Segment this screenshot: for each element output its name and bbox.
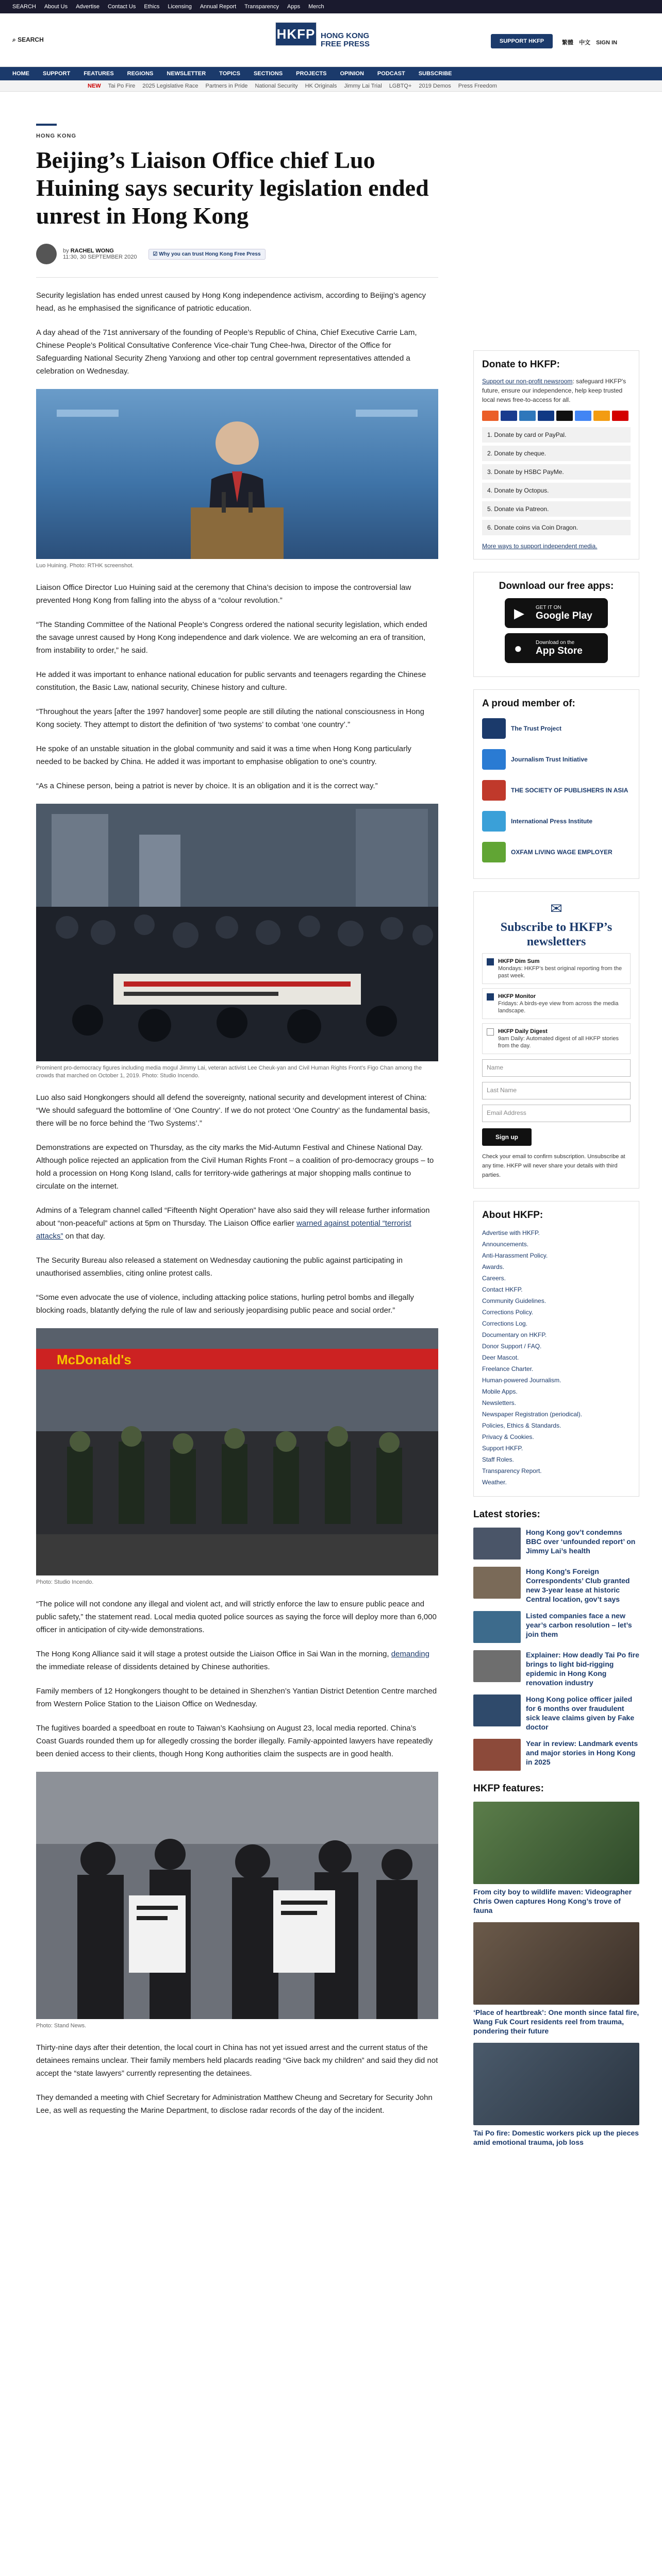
member-oxfam[interactable]: OXFAM LIVING WAGE EMPLOYER — [482, 839, 631, 865]
terrorist-attacks-link[interactable]: warned against potential “terrorist attacks” — [36, 1219, 411, 1241]
member-trust-project[interactable]: The Trust Project — [482, 716, 631, 741]
member-sopa[interactable]: THE SOCIETY OF PUBLISHERS IN ASIA — [482, 777, 631, 803]
trust-pill[interactable]: ☑ Why you can trust Hong Kong Free Press — [148, 249, 266, 260]
paragraph: Family members of 12 Hongkongers thought to be detained in Shenzhen’s Yantian District Detention Centre marched from Western Police Station to the Liaison Office on Wednesday. — [36, 1687, 437, 1708]
app-store-badge[interactable]: ● Download on the App Store — [505, 633, 608, 663]
about-item[interactable]: Policies, Ethics & Standards. — [482, 1422, 561, 1429]
member-box — [473, 689, 639, 879]
nav-home[interactable]: HOME — [12, 71, 29, 77]
signup-button[interactable]: Sign up — [482, 1128, 532, 1146]
about-title: About HKFP: — [482, 1210, 543, 1221]
paragraph: He added it was important to enhance national education for public servants and teenagers regarding the Chinese constitution, the Basic Law, national security, Chinese history and culture. — [36, 670, 426, 692]
about-item[interactable]: Community Guidelines. — [482, 1297, 547, 1304]
newsletter-dimsum[interactable]: HKFP Dim Sum Mondays: HKFP’s best original reporting from the past week. — [482, 953, 631, 984]
nav-projects[interactable]: PROJECTS — [296, 71, 327, 77]
story-thumbnail — [473, 1739, 521, 1771]
about-item[interactable]: Anti-Harassment Policy. — [482, 1252, 548, 1259]
byline — [36, 241, 438, 267]
search-link[interactable]: SEARCH — [12, 4, 36, 10]
paragraph: “As a Chinese person, being a patriot is never by choice. It is an obligation and it is the correct way.” — [36, 782, 378, 790]
site-header — [0, 13, 662, 67]
more-ways — [482, 541, 631, 551]
trust-project-icon — [482, 718, 506, 739]
apps-link[interactable]: Apps — [287, 4, 301, 10]
new-badge: NEW — [88, 83, 101, 89]
about-item[interactable]: Weather. — [482, 1479, 507, 1486]
search-icon: ⌕ — [12, 36, 18, 43]
story-item[interactable]: Hong Kong police officer jailed for 6 months over fraudulent sick leave claims given by Fake doctor — [473, 1694, 639, 1732]
about-item[interactable]: Documentary on HKFP. — [482, 1331, 547, 1338]
nav-sections[interactable]: SECTIONS — [253, 71, 283, 77]
sopa-icon — [482, 780, 506, 801]
paragraph: Demonstrations are expected on Thursday, as the city marks the Mid-Autumn Festival and Chinese National Day. Although police rejected an application from the Civil Human Rights Front – a coalition of pro-democracy groups – to hold a procession on Hong Kong Island, calls for territory-wide gatherings at major shopping malls continue to circulate on the internet. — [36, 1143, 434, 1191]
about-item[interactable]: Newsletters. — [482, 1399, 517, 1406]
trending-item[interactable]: LGBTQ+ — [389, 83, 412, 89]
first-name-input[interactable]: Name — [482, 1059, 631, 1077]
story-thumbnail — [473, 1567, 521, 1599]
googlepay-icon — [575, 411, 591, 421]
paragraph: Luo also said Hongkongers should all defend the sovereignty, national security and development interest of China: “We should safeguard the bottomline of ‘One Country’. If we do not protect ‘One Country’ as the fundamental basis, there will be no force behind the ‘Two Systems’.” — [36, 1093, 430, 1128]
about-item[interactable]: Announcements. — [482, 1241, 529, 1248]
author-avatar — [36, 244, 57, 264]
paragraph: The fugitives boarded a speedboat en route to Taiwan’s Kaohsiung on August 23, local media reported. China’s Coast Guards rounded them up for allegedly crossing the border illegally. Family-appointed lawyers have repeatedly been denied access to their clients, though Hong Kong authorities claim the suspects are in good health. — [36, 1724, 433, 1758]
article-photo-march — [36, 804, 438, 1061]
latest-title: Latest stories: — [473, 1509, 540, 1520]
newsletter-digest[interactable]: HKFP Daily Digest 9am Daily: Automated digest of all HKFP stories from the day. — [482, 1023, 631, 1054]
mastercard-icon — [482, 411, 499, 421]
merch-link[interactable]: Merch — [308, 4, 324, 10]
photo-caption: Photo: Studio Incendo. — [36, 1579, 94, 1585]
about-item[interactable]: Support HKFP. — [482, 1445, 523, 1452]
trending-item[interactable]: Press Freedom — [458, 83, 497, 89]
trending-item[interactable]: HK Originals — [305, 83, 337, 89]
paragraph: “The Standing Committee of the National People’s Congress ordered the national security legislation, which ended the savage unrest caused by Hong Kong independence and dark violence. We are welcoming an era of transition, from instability to order,” he said. — [36, 620, 427, 655]
about-item[interactable]: Mobile Apps. — [482, 1388, 518, 1395]
photo-caption: Prominent pro-democracy figures including media mogul Jimmy Lai, veteran activist Lee Cheuk-yan and Civil Human Rights Front’s Figo Chan among the crowds that marched on October 1, 2019. Photo: Studio Incendo. — [36, 1065, 422, 1079]
trending-item[interactable]: Partners in Pride — [205, 83, 248, 89]
nav-newsletter[interactable]: NEWSLETTER — [167, 71, 206, 77]
donate-option[interactable]: 4. Donate by Octopus. — [482, 483, 631, 498]
paragraph: Admins of a Telegram channel called “Fifteenth Night Operation” have also said they will release further information about “non-peaceful” actions at 5pm on Thursday. The Liaison Office earlier warned against potential “terrorist attacks” on that day. — [36, 1206, 430, 1241]
licensing-link[interactable]: Licensing — [168, 4, 192, 10]
paragraph: The Hong Kong Alliance said it will stage a protest outside the Liaison Office in Sai Wan in the morning, demanding the immediate release of dissidents detained by Chinese authorities. — [36, 1650, 429, 1671]
crowd-illustration — [36, 804, 438, 1061]
about-item[interactable]: Donor Support / FAQ. — [482, 1343, 542, 1350]
photo-caption: Photo: Stand News. — [36, 2023, 87, 2029]
families-illustration — [36, 1772, 438, 2019]
applepay-icon — [556, 411, 573, 421]
divider — [36, 277, 438, 278]
police-illustration — [36, 1328, 438, 1575]
contact-link[interactable]: Contact Us — [107, 4, 136, 10]
article-photo-police — [36, 1328, 438, 1575]
story-item[interactable]: Explainer: How deadly Tai Po fire brings to light bid-rigging epidemic in Hong Kong renovation industry — [473, 1650, 639, 1687]
about-item[interactable]: Careers. — [482, 1275, 506, 1282]
about-item[interactable]: Advertise with HKFP. — [482, 1229, 540, 1236]
feature-image — [473, 1922, 639, 2005]
feature-item[interactable]: From city boy to wildlife maven: Videographer Chris Owen captures Hong Kong’s trove of fauna — [473, 1802, 639, 1915]
kicker-rule — [36, 124, 57, 126]
donate-option[interactable]: 6. Donate coins via Coin Dragon. — [482, 520, 631, 535]
apps-box — [473, 572, 639, 677]
apps-title: Download our free apps: — [499, 581, 614, 591]
google-play-badge[interactable]: ▶ GET IT ON Google Play — [505, 598, 608, 628]
nav-topics[interactable]: TOPICS — [219, 71, 240, 77]
amex-icon — [519, 411, 536, 421]
story-item[interactable]: Year in review: Landmark events and major stories in Hong Kong in 2025 — [473, 1739, 639, 1771]
trending-bar — [0, 80, 662, 92]
about-item[interactable]: Privacy & Cookies. — [482, 1433, 534, 1440]
ipi-icon — [482, 811, 506, 832]
features-title: HKFP features: — [473, 1783, 544, 1794]
donate-option[interactable]: 5. Donate via Patreon. — [482, 501, 631, 517]
article-photo-luo — [36, 389, 438, 559]
main-nav — [0, 67, 662, 80]
apple-icon: ● — [514, 640, 522, 656]
about-item[interactable]: Transparency Report. — [482, 1467, 542, 1475]
about-box — [473, 1201, 639, 1497]
paragraph: “The police will not condone any illegal and violent act, and will strictly enforce the law to ensure public peace and public safety,” the statement read. Local media quoted police sources as saying the force will deploy more than 6,000 officer in anticipation of city-wide demonstrations. — [36, 1600, 437, 1634]
member-jti[interactable]: Journalism Trust Initiative — [482, 747, 631, 772]
feature-image — [473, 2043, 639, 2125]
donate-option[interactable]: 1. Donate by card or PayPal. — [482, 427, 631, 443]
checkmark-icon: ☑ — [153, 251, 159, 257]
paragraph: “Some even advocate the use of violence, including attacking police stations, hurling petrol bombs and illegally blocking roads, blatantly defying the rule of law and seriously jeopardising public peace and social order.” — [36, 1293, 414, 1315]
paragraph: A day ahead of the 71st anniversary of the founding of People’s Republic of China, Chief Executive Carrie Lam, Chinese People’s Political Consultative Conference Vice-chair Tung Chee-hwa, Director of the Office for Safeguarding National Security Zheng Yanxiong and other top central government representatives attended a celebration on Wednesday. — [36, 328, 417, 376]
byline-meta: by RACHEL WONG 11:30, 30 SEPTEMBER 2020 — [63, 248, 137, 260]
demanding-link[interactable]: demanding — [391, 1650, 429, 1658]
about-item[interactable]: Staff Roles. — [482, 1456, 514, 1463]
about-item[interactable]: Awards. — [482, 1263, 505, 1270]
subscribe-note: Check your email to confirm subscription. Unsubscribe at any time. HKFP will never share your details with third parties. — [482, 1154, 625, 1178]
donate-option[interactable]: 3. Donate by HSBC PayMe. — [482, 464, 631, 480]
support-newsroom-link[interactable]: Support our non-profit newsroom — [482, 378, 573, 385]
site-logo[interactable] — [275, 28, 387, 53]
about-list — [482, 1227, 631, 1488]
checkbox[interactable] — [487, 1028, 494, 1036]
paragraph: Security legislation has ended unrest caused by Hong Kong independence activism, according to Beijing’s agency head, as he emphasised the significance of patriotic education. — [36, 291, 426, 313]
advertise-link[interactable]: Advertise — [76, 4, 100, 10]
email-input[interactable]: Email Address — [482, 1105, 631, 1122]
about-item[interactable]: Corrections Policy. — [482, 1309, 534, 1316]
donate-intro: Support our non-profit newsroom: safeguard HKFP's future, ensure our independence, help keep trusted local news free-to-access for all. — [482, 378, 626, 403]
annual-report-link[interactable]: Annual Report — [200, 4, 237, 10]
paragraph: Thirty-nine days after their detention, the local court in China has not yet issued arrest and the current status of the detainees remains unclear. Their family members held placards reading “Give back my children” and said they did not accept the “state lawyers” currently representing the detainees. — [36, 2043, 438, 2078]
nav-support[interactable]: SUPPORT — [43, 71, 71, 77]
donate-option[interactable]: 2. Donate by cheque. — [482, 446, 631, 461]
last-name-input[interactable]: Last Name — [482, 1082, 631, 1099]
nav-podcast[interactable]: PODCAST — [377, 71, 405, 77]
logo-text: HONG KONG FREE PRESS — [321, 31, 370, 48]
support-hkfp-button[interactable]: SUPPORT HKFP — [491, 34, 553, 48]
article-photo-families — [36, 1772, 438, 2019]
story-item[interactable]: Hong Kong gov’t condemns BBC over ‘unfounded report’ on Jimmy Lai’s health — [473, 1528, 639, 1560]
sidebar — [473, 350, 639, 2147]
member-title: A proud member of: — [482, 698, 575, 709]
paragraph: They demanded a meeting with Chief Secretary for Administration Matthew Cheung and Secretary for Security John Lee, as well as requesting the Marine Department, to disclose radar records of the day of the incident. — [36, 2093, 433, 2115]
donate-box — [473, 350, 639, 560]
utility-bar — [0, 0, 662, 13]
oxfam-icon — [482, 842, 506, 862]
transparency-link[interactable]: Transparency — [244, 4, 279, 10]
search-button[interactable]: ⌕ SEARCH — [12, 36, 44, 43]
trending-item[interactable]: Jimmy Lai Trial — [344, 83, 382, 89]
nav-features[interactable]: FEATURES — [84, 71, 114, 77]
about-item[interactable]: Human-powered Journalism. — [482, 1377, 561, 1384]
lang-traditional[interactable]: 繁體 — [562, 40, 573, 46]
about-item[interactable]: Freelance Charter. — [482, 1365, 534, 1372]
trending-item[interactable]: National Security — [255, 83, 298, 89]
latest-stories — [473, 1509, 639, 1771]
nav-regions[interactable]: REGIONS — [127, 71, 154, 77]
newsletter-monitor[interactable]: HKFP Monitor Fridays: A birds-eye view from across the media landscape. — [482, 988, 631, 1019]
payme-icon — [612, 411, 628, 421]
features-section — [473, 1783, 639, 2147]
jti-icon — [482, 749, 506, 770]
author-name[interactable]: RACHEL WONG — [70, 248, 114, 254]
story-item[interactable]: Hong Kong’s Foreign Correspondents’ Club granted new 3-year lease at historic Central location, gov’t says — [473, 1567, 639, 1604]
utility-links — [12, 4, 324, 10]
article — [36, 124, 438, 2117]
paragraph: Liaison Office Director Luo Huining said at the ceremony that China’s decision to impose the controversial law prevented Hong Kong from falling into the abyss of a “colour revolution.” — [36, 583, 411, 605]
paragraph: “Throughout the years [after the 1997 handover] some people are still diluting the national consciousness in Hong Kong society. They attempt to distort the definition of ‘two systems’ to combat ‘one country’.” — [36, 707, 424, 729]
about-item[interactable]: Newspaper Registration (periodical). — [482, 1411, 583, 1418]
language-switcher — [562, 38, 621, 46]
paragraph: He spoke of an unstable situation in the global community and said it was a time when Hong Kong particularly needed to be backed by China. He added it was important to emphasise obligation to one’s country. — [36, 744, 411, 766]
about-item[interactable]: Corrections Log. — [482, 1320, 528, 1327]
story-thumbnail — [473, 1694, 521, 1726]
about-item[interactable]: Deer Mascot. — [482, 1354, 519, 1361]
checkbox[interactable] — [487, 993, 494, 1001]
story-thumbnail — [473, 1528, 521, 1560]
about-item[interactable]: Contact HKFP. — [482, 1286, 523, 1293]
visa-icon — [501, 411, 517, 421]
envelope-icon: ✉ — [550, 901, 562, 917]
checkbox[interactable] — [487, 958, 494, 965]
photo-caption: Luo Huining. Photo: RTHK screenshot. — [36, 563, 134, 569]
nav-subscribe[interactable]: SUBSCRIBE — [418, 71, 452, 77]
member-ipi[interactable]: International Press Institute — [482, 808, 631, 834]
trending-item[interactable]: 2025 Legislative Race — [142, 83, 198, 89]
story-item[interactable]: Listed companies face a new year’s carbon resolution – let’s join them — [473, 1611, 639, 1643]
sign-in-link[interactable]: SIGN IN — [596, 40, 618, 46]
octopus-icon — [593, 411, 610, 421]
paragraph: The Security Bureau also released a statement on Wednesday cautioning the public against participating in unauthorised assemblies, citing online protest calls. — [36, 1256, 403, 1278]
payment-icons — [482, 411, 631, 421]
ethics-link[interactable]: Ethics — [144, 4, 160, 10]
lang-chinese[interactable]: 中文 — [579, 40, 591, 46]
about-link[interactable]: About Us — [44, 4, 68, 10]
feature-item[interactable]: Tai Po fire: Domestic workers pick up the pieces amid emotional trauma, job loss — [473, 2043, 639, 2147]
story-thumbnail — [473, 1611, 521, 1643]
logo-mark: HKFP — [275, 22, 317, 46]
trending-item[interactable]: 2019 Demos — [419, 83, 451, 89]
article-category[interactable]: HONG KONG — [36, 133, 77, 139]
nav-opinion[interactable]: OPINION — [340, 71, 364, 77]
feature-image — [473, 1802, 639, 1884]
more-ways-link[interactable]: More ways to support independent media. — [482, 543, 598, 550]
article-title: Beijing’s Liaison Office chief Luo Huining says security legislation ended unrest in Hong Kong — [36, 147, 429, 229]
feature-item[interactable]: ‘Place of heartbreak’: One month since fatal fire, Wang Fuk Court residents reel from trauma, pondering their future — [473, 1922, 639, 2036]
play-icon: ▶ — [514, 605, 524, 621]
speaker-illustration — [36, 389, 438, 559]
story-thumbnail — [473, 1650, 521, 1682]
subscribe-title: Subscribe to HKFP’s newsletters — [500, 921, 613, 948]
donate-title: Donate to HKFP: — [482, 359, 560, 370]
publish-date: 11:30, 30 SEPTEMBER 2020 — [63, 254, 137, 260]
trending-item[interactable]: Tai Po Fire — [108, 83, 136, 89]
paypal-icon — [538, 411, 554, 421]
subscribe-box — [473, 891, 639, 1189]
mcdonalds-sign: McDonald's — [57, 1352, 131, 1367]
